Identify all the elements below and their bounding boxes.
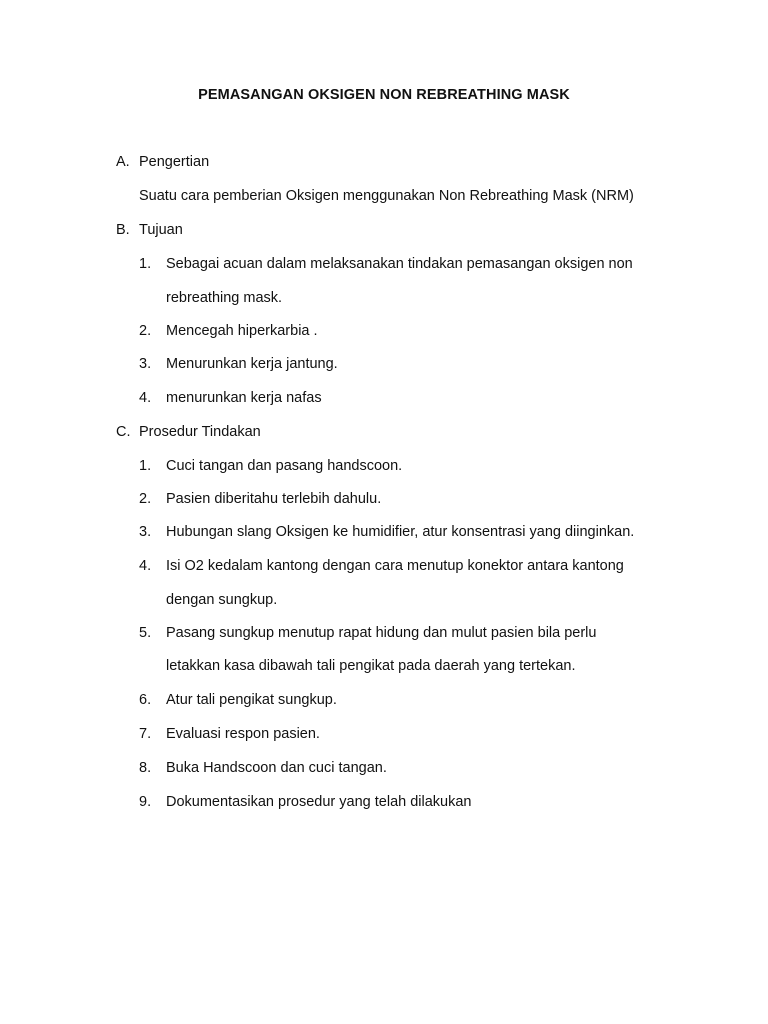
section-c-marker: C. [116, 424, 131, 440]
tujuan-item-4-number: 4. [139, 390, 152, 406]
section-b-marker: B. [116, 222, 130, 238]
section-a-text: Suatu cara pemberian Oksigen menggunakan Non Rebreathing Mask (NRM) [139, 188, 634, 204]
prosedur-item-5-line-2: letakkan kasa dibawah tali pengikat pada daerah yang tertekan. [166, 658, 576, 674]
prosedur-item-2-number: 2. [139, 491, 152, 507]
prosedur-item-5-number: 5. [139, 625, 152, 641]
prosedur-item-7-text: Evaluasi respon pasien. [166, 726, 320, 742]
section-c-heading: Prosedur Tindakan [139, 424, 261, 440]
prosedur-item-6-text: Atur tali pengikat sungkup. [166, 692, 337, 708]
prosedur-item-7-number: 7. [139, 726, 152, 742]
tujuan-item-1-line-2: rebreathing mask. [166, 290, 283, 306]
prosedur-item-9-text: Dokumentasikan prosedur yang telah dilakukan [166, 794, 472, 810]
prosedur-item-3-number: 3. [139, 524, 152, 540]
section-a-marker: A. [116, 154, 130, 170]
section-b-heading: Tujuan [139, 222, 183, 238]
prosedur-item-4-line-2: dengan sungkup. [166, 592, 278, 608]
tujuan-item-1-number: 1. [139, 256, 152, 272]
prosedur-item-9-number: 9. [139, 794, 152, 810]
tujuan-item-1-line-1: Sebagai acuan dalam melaksanakan tindakan pemasangan oksigen non [166, 256, 633, 272]
prosedur-item-2-text: Pasien diberitahu terlebih dahulu. [166, 491, 382, 507]
tujuan-item-2-number: 2. [139, 323, 152, 339]
prosedur-item-8-text: Buka Handscoon dan cuci tangan. [166, 760, 387, 776]
prosedur-item-1-number: 1. [139, 458, 152, 474]
prosedur-item-5-line-1: Pasang sungkup menutup rapat hidung dan mulut pasien bila perlu [166, 625, 597, 641]
prosedur-item-4-number: 4. [139, 558, 152, 574]
document-title: PEMASANGAN OKSIGEN NON REBREATHING MASK [198, 87, 570, 103]
section-a-heading: Pengertian [139, 154, 210, 170]
prosedur-item-8-number: 8. [139, 760, 152, 776]
tujuan-item-3-text: Menurunkan kerja jantung. [166, 356, 338, 372]
tujuan-item-4-text: menurunkan kerja nafas [166, 390, 322, 406]
tujuan-item-3-number: 3. [139, 356, 152, 372]
prosedur-item-4-line-1: Isi O2 kedalam kantong dengan cara menutup konektor antara kantong [166, 558, 624, 574]
prosedur-item-1-text: Cuci tangan dan pasang handscoon. [166, 458, 403, 474]
prosedur-item-6-number: 6. [139, 692, 152, 708]
tujuan-item-2-text: Mencegah hiperkarbia . [166, 323, 318, 339]
prosedur-item-3-text: Hubungan slang Oksigen ke humidifier, atur konsentrasi yang diinginkan. [166, 524, 635, 540]
